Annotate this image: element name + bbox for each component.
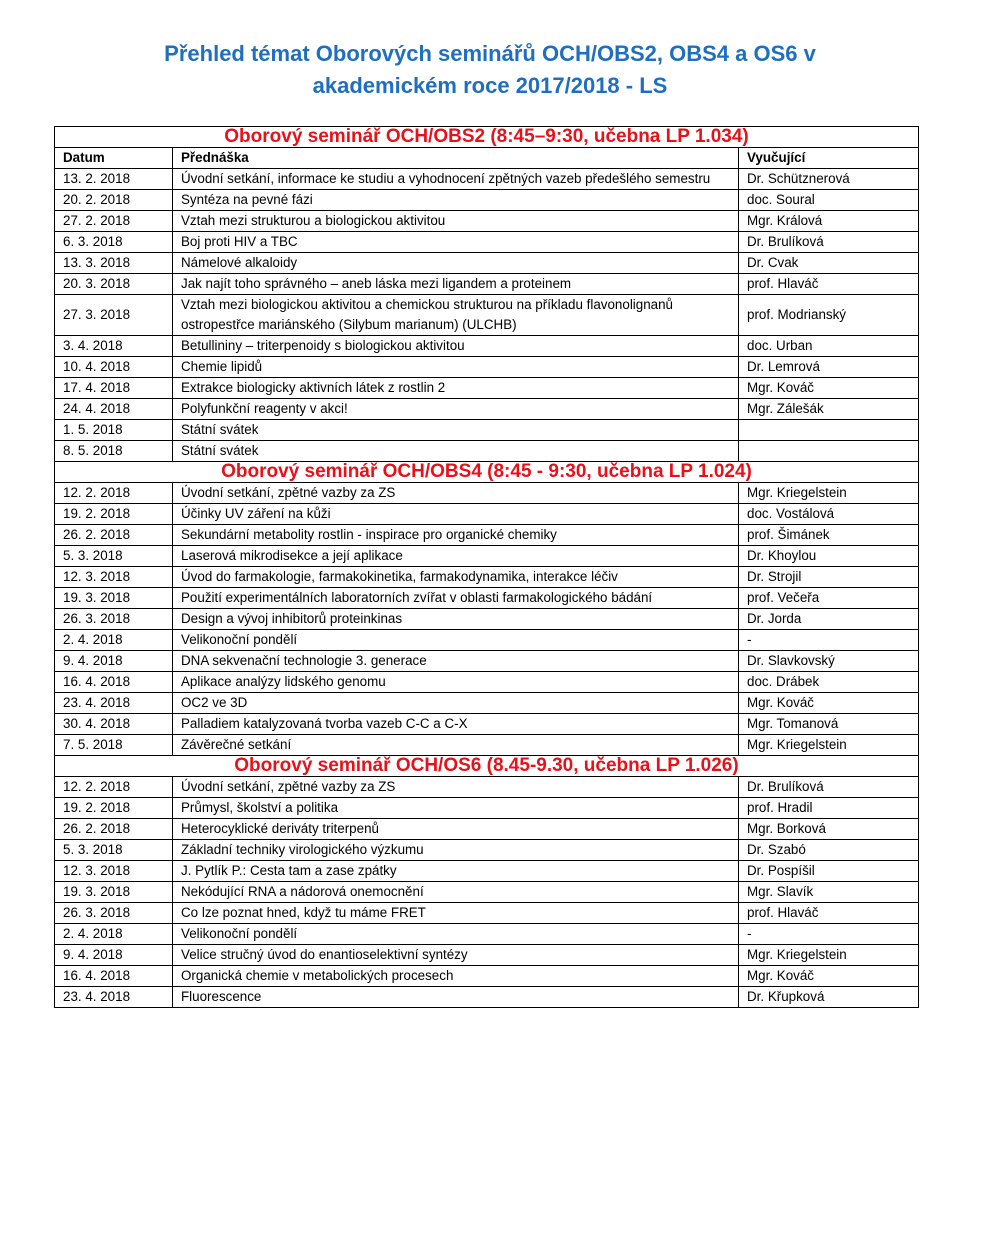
date-cell: 3. 4. 2018: [55, 336, 173, 357]
date-cell: 26. 2. 2018: [55, 525, 173, 546]
teacher-cell: Dr. Pospíšil: [739, 861, 919, 882]
section-header-row: [55, 756, 919, 777]
teacher-cell: prof. Hlaváč: [739, 274, 919, 295]
date-cell: 19. 3. 2018: [55, 882, 173, 903]
date-cell: 6. 3. 2018: [55, 232, 173, 253]
table-row: [55, 567, 919, 588]
topic-cell: Vztah mezi biologickou aktivitou a chemickou strukturou na příkladu flavonolignanů ostropestřce mariánského (Silybum marianum) (ULCHB): [173, 295, 739, 336]
date-cell: 13. 3. 2018: [55, 253, 173, 274]
topic-cell: Základní techniky virologického výzkumu: [173, 840, 739, 861]
date-cell: 20. 3. 2018: [55, 274, 173, 295]
topic-cell: Fluorescence: [173, 987, 739, 1008]
section-header-row: [55, 462, 919, 483]
teacher-cell: [739, 441, 919, 462]
table-row: [55, 714, 919, 735]
topic-cell: Námelové alkaloidy: [173, 253, 739, 274]
date-cell: 27. 3. 2018: [55, 295, 173, 336]
teacher-cell: Dr. Cvak: [739, 253, 919, 274]
column-header-row: [55, 148, 919, 169]
topic-cell: Úvodní setkání, informace ke studiu a vyhodnocení zpětných vazeb předešlého semestru: [173, 169, 739, 190]
topic-cell: Vztah mezi strukturou a biologickou aktivitou: [173, 211, 739, 232]
column-header-topic: Přednáška: [173, 148, 739, 169]
column-header-teacher: Vyučující: [739, 148, 919, 169]
table-row: [55, 840, 919, 861]
title-line-1: Přehled témat Oborových seminářů OCH/OBS2, OBS4 a OS6 v: [164, 41, 816, 66]
table-row: [55, 169, 919, 190]
teacher-cell: [739, 420, 919, 441]
topic-cell: Betullininy – triterpenoidy s biologickou aktivitou: [173, 336, 739, 357]
date-cell: 24. 4. 2018: [55, 399, 173, 420]
topic-cell: J. Pytlík P.: Cesta tam a zase zpátky: [173, 861, 739, 882]
table-row: [55, 232, 919, 253]
teacher-cell: Dr. Slavkovský: [739, 651, 919, 672]
topic-cell: Polyfunkční reagenty v akci!: [173, 399, 739, 420]
title-line-2: akademickém roce 2017/2018 - LS: [312, 73, 668, 98]
date-cell: 8. 5. 2018: [55, 441, 173, 462]
date-cell: 26. 2. 2018: [55, 819, 173, 840]
teacher-cell: Mgr. Kriegelstein: [739, 945, 919, 966]
teacher-cell: Mgr. Zálešák: [739, 399, 919, 420]
teacher-cell: doc. Urban: [739, 336, 919, 357]
topic-cell: Sekundární metabolity rostlin - inspirace pro organické chemiky: [173, 525, 739, 546]
topic-cell: Průmysl, školství a politika: [173, 798, 739, 819]
table-row: [55, 861, 919, 882]
date-cell: 12. 2. 2018: [55, 777, 173, 798]
teacher-cell: Mgr. Kriegelstein: [739, 735, 919, 756]
date-cell: 20. 2. 2018: [55, 190, 173, 211]
topic-cell: Státní svátek: [173, 420, 739, 441]
topic-cell: Závěrečné setkání: [173, 735, 739, 756]
teacher-cell: Dr. Khoylou: [739, 546, 919, 567]
section-title: Oborový seminář OCH/OBS2 (8:45–9:30, učebna LP 1.034): [55, 127, 919, 148]
date-cell: 7. 5. 2018: [55, 735, 173, 756]
section-header-row: [55, 127, 919, 148]
topic-cell: Laserová mikrodisekce a její aplikace: [173, 546, 739, 567]
section-title: Oborový seminář OCH/OBS4 (8:45 - 9:30, učebna LP 1.024): [55, 462, 919, 483]
table-row: [55, 483, 919, 504]
teacher-cell: Mgr. Tomanová: [739, 714, 919, 735]
teacher-cell: prof. Hlaváč: [739, 903, 919, 924]
teacher-cell: Mgr. Kováč: [739, 693, 919, 714]
date-cell: 2. 4. 2018: [55, 630, 173, 651]
table-row: [55, 651, 919, 672]
topic-cell: Aplikace analýzy lidského genomu: [173, 672, 739, 693]
schedule-body: [55, 127, 919, 1008]
date-cell: 16. 4. 2018: [55, 672, 173, 693]
table-row: [55, 882, 919, 903]
topic-cell: Organická chemie v metabolických procesech: [173, 966, 739, 987]
teacher-cell: doc. Soural: [739, 190, 919, 211]
date-cell: 12. 3. 2018: [55, 861, 173, 882]
date-cell: 12. 2. 2018: [55, 483, 173, 504]
column-header-date: Datum: [55, 148, 173, 169]
topic-cell: DNA sekvenační technologie 3. generace: [173, 651, 739, 672]
table-row: [55, 798, 919, 819]
date-cell: 10. 4. 2018: [55, 357, 173, 378]
topic-cell: Státní svátek: [173, 441, 739, 462]
table-row: [55, 336, 919, 357]
topic-cell: Syntéza na pevné fázi: [173, 190, 739, 211]
teacher-cell: Dr. Křupková: [739, 987, 919, 1008]
table-row: [55, 295, 919, 336]
topic-cell: Úvodní setkání, zpětné vazby za ZS: [173, 483, 739, 504]
date-cell: 12. 3. 2018: [55, 567, 173, 588]
teacher-cell: Dr. Brulíková: [739, 232, 919, 253]
table-row: [55, 211, 919, 232]
teacher-cell: Dr. Brulíková: [739, 777, 919, 798]
topic-cell: Velikonoční pondělí: [173, 630, 739, 651]
table-row: [55, 525, 919, 546]
teacher-cell: Mgr. Králová: [739, 211, 919, 232]
table-row: [55, 819, 919, 840]
teacher-cell: Dr. Strojil: [739, 567, 919, 588]
topic-cell: Heterocyklické deriváty triterpenů: [173, 819, 739, 840]
topic-cell: Jak najít toho správného – aneb láska mezi ligandem a proteinem: [173, 274, 739, 295]
teacher-cell: Dr. Schütznerová: [739, 169, 919, 190]
teacher-cell: Mgr. Slavík: [739, 882, 919, 903]
table-row: [55, 274, 919, 295]
date-cell: 23. 4. 2018: [55, 693, 173, 714]
table-row: [55, 777, 919, 798]
topic-cell: Chemie lipidů: [173, 357, 739, 378]
table-row: [55, 357, 919, 378]
teacher-cell: prof. Šimánek: [739, 525, 919, 546]
table-row: [55, 987, 919, 1008]
topic-cell: Velikonoční pondělí: [173, 924, 739, 945]
topic-cell: Úvod do farmakologie, farmakokinetika, farmakodynamika, interakce léčiv: [173, 567, 739, 588]
table-row: [55, 735, 919, 756]
date-cell: 16. 4. 2018: [55, 966, 173, 987]
table-row: [55, 504, 919, 525]
table-row: [55, 693, 919, 714]
topic-cell: Nekódující RNA a nádorová onemocnění: [173, 882, 739, 903]
topic-cell: Úvodní setkání, zpětné vazby za ZS: [173, 777, 739, 798]
date-cell: 13. 2. 2018: [55, 169, 173, 190]
topic-cell: Boj proti HIV a TBC: [173, 232, 739, 253]
teacher-cell: Dr. Jorda: [739, 609, 919, 630]
teacher-cell: prof. Večeřa: [739, 588, 919, 609]
teacher-cell: Mgr. Borková: [739, 819, 919, 840]
teacher-cell: -: [739, 924, 919, 945]
date-cell: 5. 3. 2018: [55, 546, 173, 567]
date-cell: 26. 3. 2018: [55, 609, 173, 630]
document-title: [0, 38, 980, 102]
teacher-cell: Dr. Szabó: [739, 840, 919, 861]
table-row: [55, 420, 919, 441]
date-cell: 2. 4. 2018: [55, 924, 173, 945]
topic-cell: Extrakce biologicky aktivních látek z rostlin 2: [173, 378, 739, 399]
table-row: [55, 630, 919, 651]
table-row: [55, 588, 919, 609]
teacher-cell: prof. Hradil: [739, 798, 919, 819]
table-row: [55, 399, 919, 420]
table-row: [55, 924, 919, 945]
table-row: [55, 441, 919, 462]
date-cell: 9. 4. 2018: [55, 651, 173, 672]
date-cell: 19. 2. 2018: [55, 504, 173, 525]
teacher-cell: Dr. Lemrová: [739, 357, 919, 378]
teacher-cell: Mgr. Kováč: [739, 966, 919, 987]
table-row: [55, 253, 919, 274]
date-cell: 23. 4. 2018: [55, 987, 173, 1008]
table-row: [55, 546, 919, 567]
topic-cell: Co lze poznat hned, když tu máme FRET: [173, 903, 739, 924]
teacher-cell: Mgr. Kováč: [739, 378, 919, 399]
date-cell: 19. 3. 2018: [55, 588, 173, 609]
topic-cell: Velice stručný úvod do enantioselektivní syntézy: [173, 945, 739, 966]
teacher-cell: -: [739, 630, 919, 651]
table-row: [55, 966, 919, 987]
table-row: [55, 903, 919, 924]
topic-cell: Použití experimentálních laboratorních zvířat v oblasti farmakologického bádání: [173, 588, 739, 609]
schedule-table: [54, 126, 919, 1008]
date-cell: 1. 5. 2018: [55, 420, 173, 441]
section-title: Oborový seminář OCH/OS6 (8.45-9.30, učebna LP 1.026): [55, 756, 919, 777]
date-cell: 30. 4. 2018: [55, 714, 173, 735]
date-cell: 17. 4. 2018: [55, 378, 173, 399]
teacher-cell: doc. Vostálová: [739, 504, 919, 525]
date-cell: 9. 4. 2018: [55, 945, 173, 966]
date-cell: 27. 2. 2018: [55, 211, 173, 232]
table-row: [55, 378, 919, 399]
topic-cell: Účinky UV záření na kůži: [173, 504, 739, 525]
topic-cell: Palladiem katalyzovaná tvorba vazeb C-C a C-X: [173, 714, 739, 735]
table-row: [55, 672, 919, 693]
teacher-cell: doc. Drábek: [739, 672, 919, 693]
teacher-cell: prof. Modrianský: [739, 295, 919, 336]
date-cell: 5. 3. 2018: [55, 840, 173, 861]
date-cell: 26. 3. 2018: [55, 903, 173, 924]
table-row: [55, 609, 919, 630]
table-row: [55, 190, 919, 211]
date-cell: 19. 2. 2018: [55, 798, 173, 819]
topic-cell: Design a vývoj inhibitorů proteinkinas: [173, 609, 739, 630]
teacher-cell: Mgr. Kriegelstein: [739, 483, 919, 504]
topic-cell: OC2 ve 3D: [173, 693, 739, 714]
table-row: [55, 945, 919, 966]
